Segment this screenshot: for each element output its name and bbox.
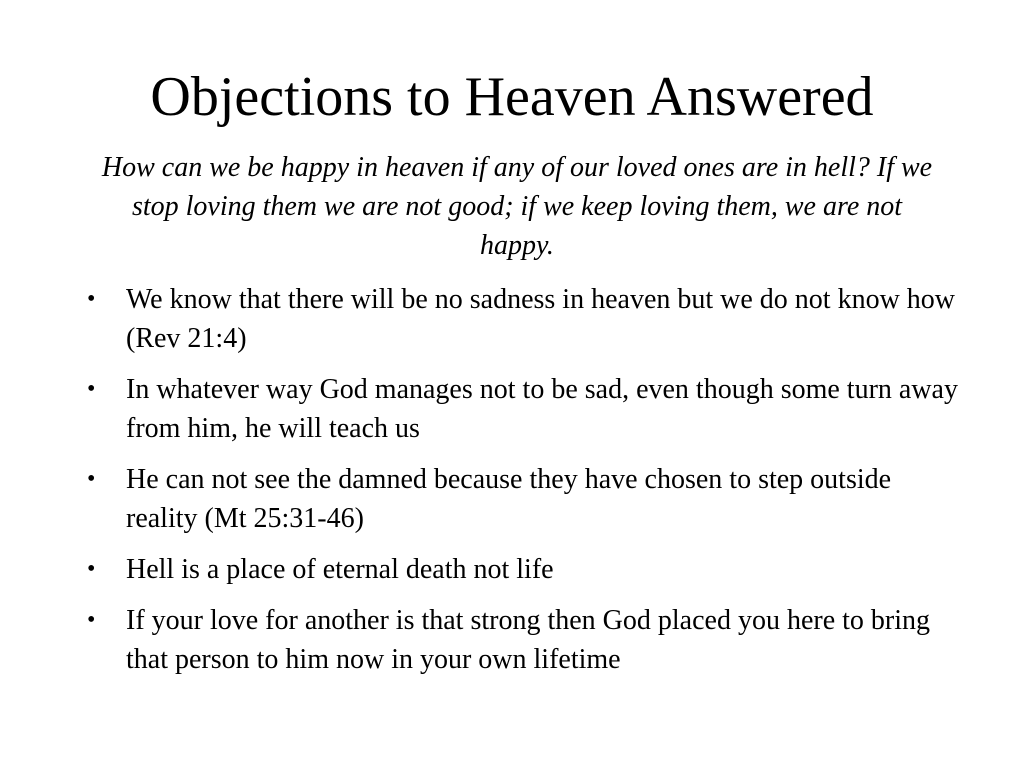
bullet-icon: • <box>87 607 96 633</box>
bullet-icon: • <box>87 556 96 582</box>
bullet-item <box>84 280 964 358</box>
bullet-icon: • <box>87 466 96 492</box>
answer-bullet-list <box>84 280 964 691</box>
bullet-text: Hell is a place of eternal death not life <box>126 554 554 585</box>
bullet-icon: • <box>87 286 96 312</box>
bullet-item <box>84 601 964 679</box>
bullet-text: If your love for another is that strong then God placed you here to bring that person to him now in your own lifetime <box>126 605 931 675</box>
objection-question: How can we be happy in heaven if any of our loved ones are in hell? If we stop loving them we are not good; if we keep loving them, we are not happy. <box>101 152 933 261</box>
bullet-item <box>84 550 964 589</box>
slide-title: Objections to Heaven Answered <box>150 66 874 128</box>
bullet-text: He can not see the damned because they have chosen to step outside reality (Mt 25:31-46) <box>126 464 892 534</box>
bullet-item <box>84 460 964 538</box>
bullet-text: We know that there will be no sadness in heaven but we do not know how (Rev 21:4) <box>126 284 956 354</box>
bullet-item <box>84 370 964 448</box>
bullet-icon: • <box>87 376 96 402</box>
bullet-text: In whatever way God manages not to be sad, even though some turn away from him, he will teach us <box>126 374 958 444</box>
